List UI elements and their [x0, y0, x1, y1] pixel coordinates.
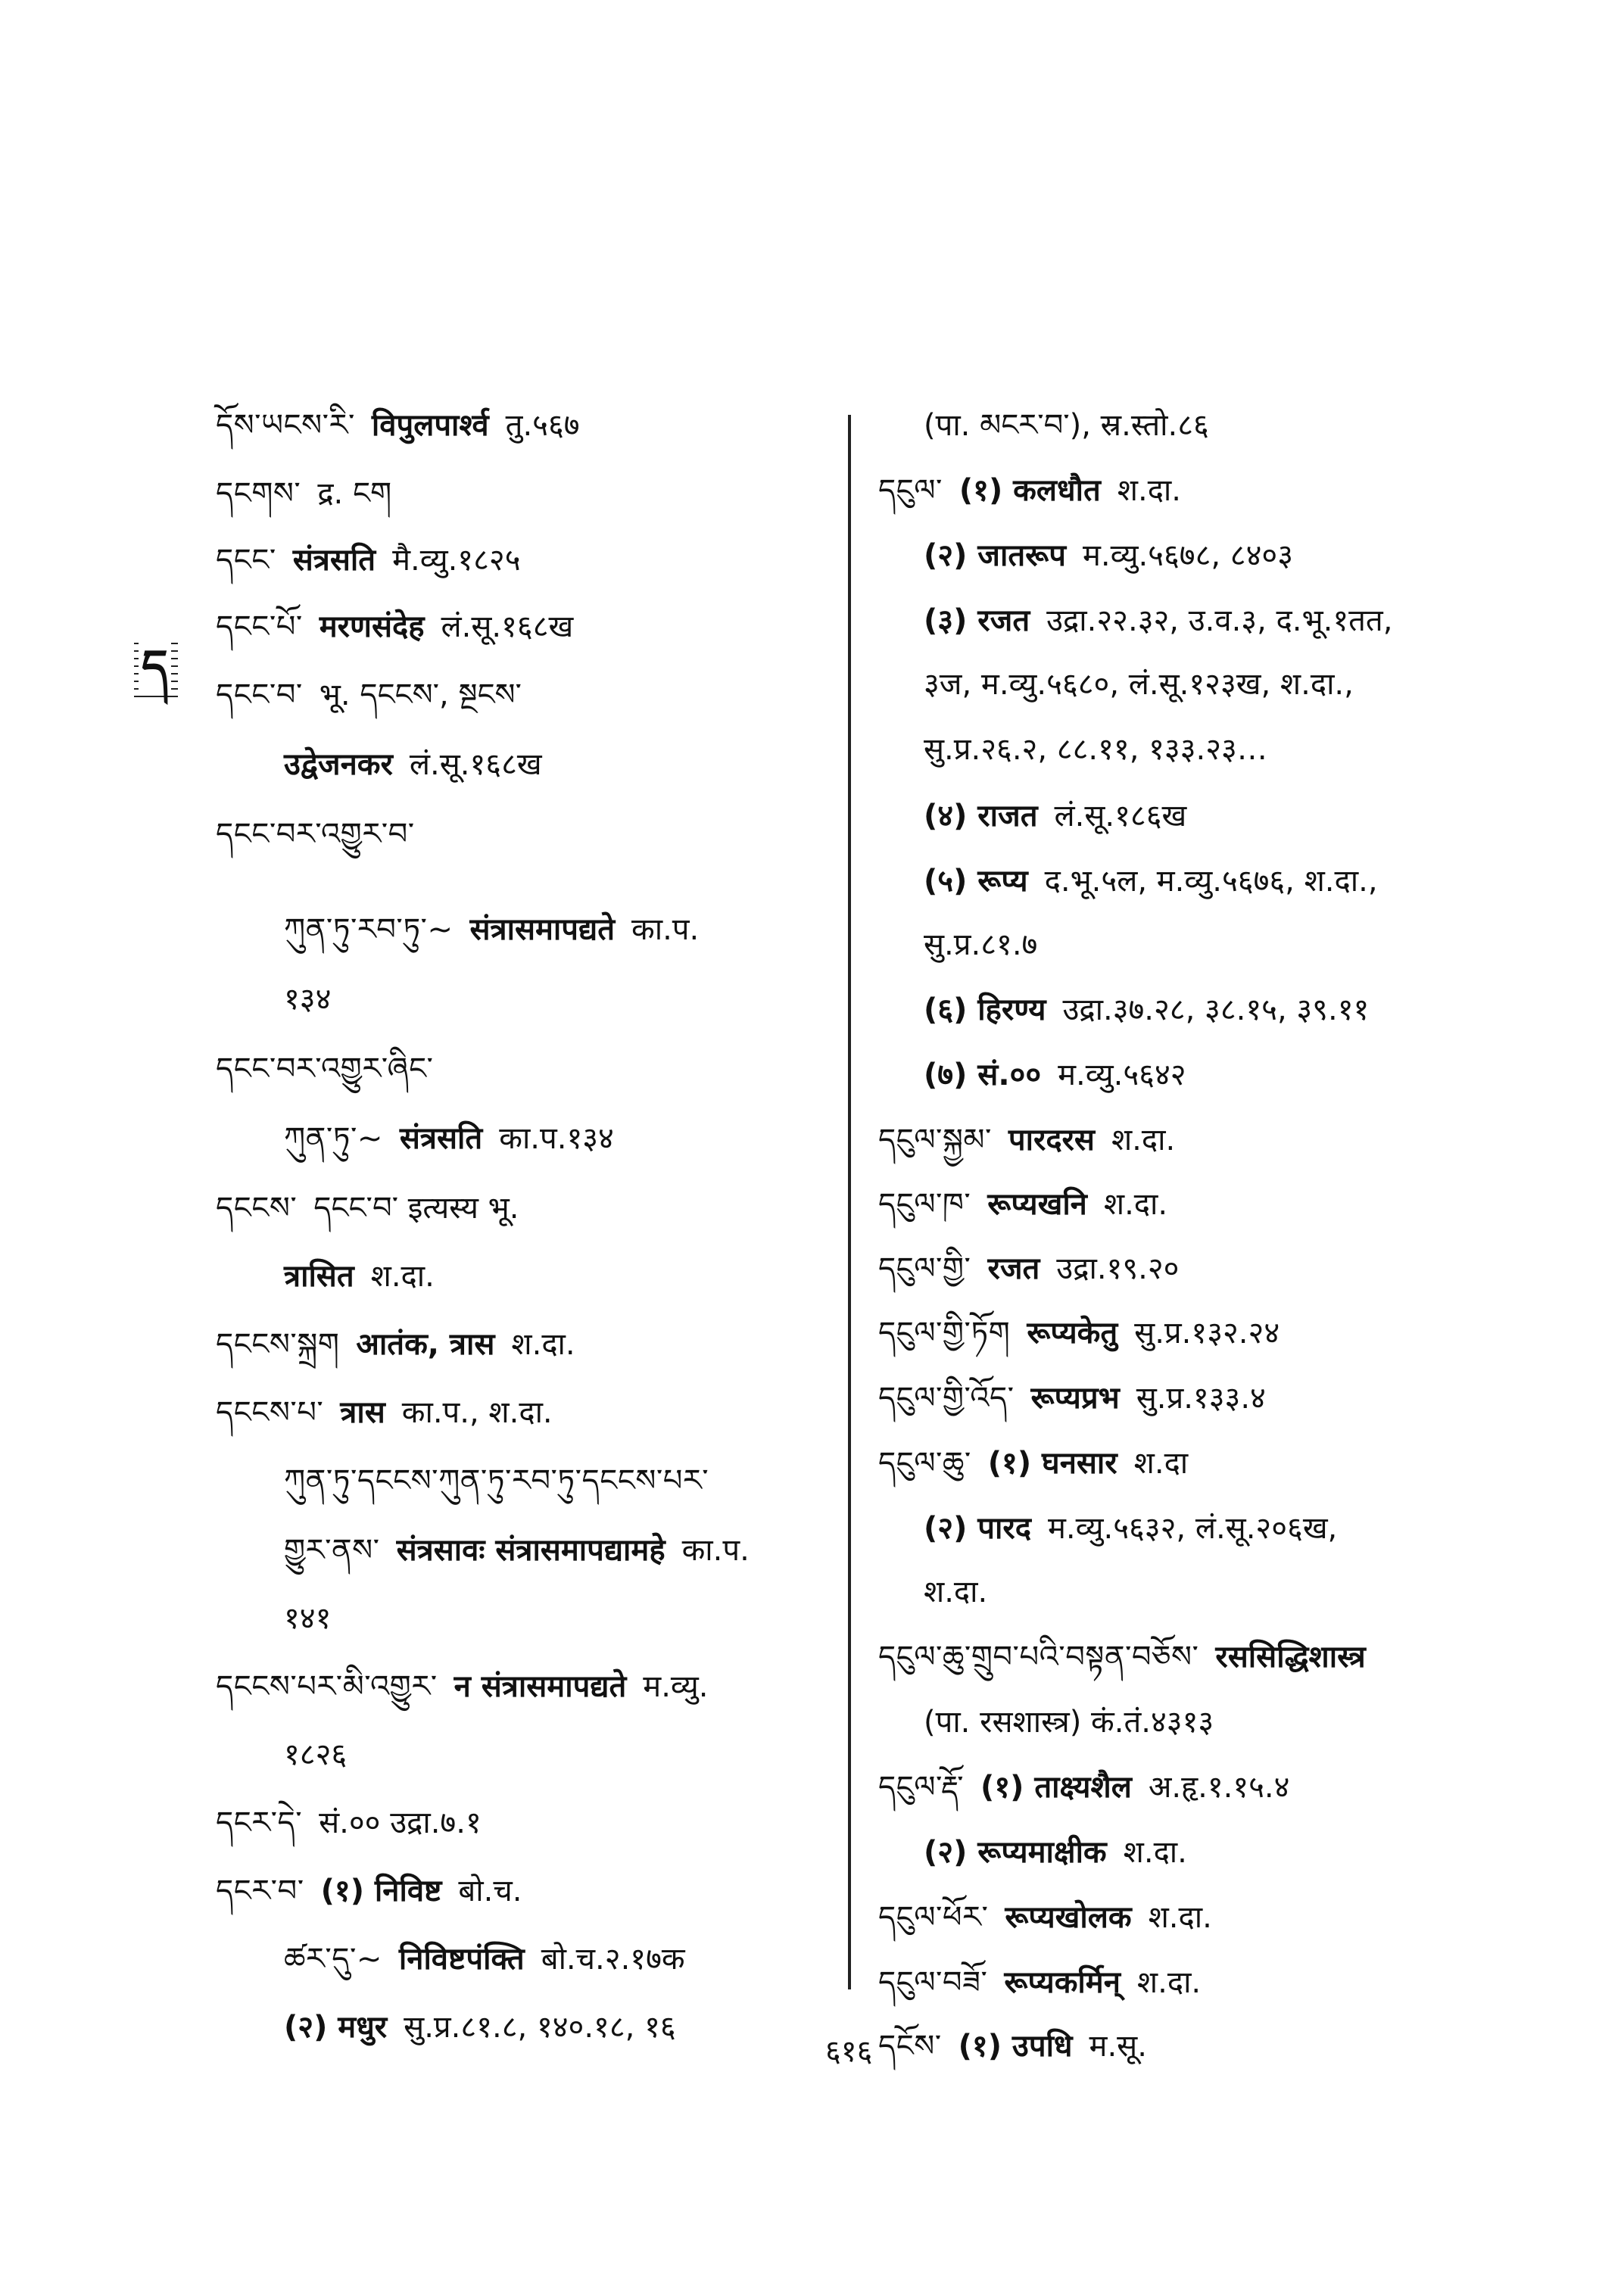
dictionary-entry [878, 1640, 1382, 1674]
entry-gloss: (५) रूप्य [924, 864, 1028, 899]
dictionary-entry [216, 1670, 725, 1703]
entry-reference: द.भू.५ल, म.व्यु.५६७६, श.दा., [1044, 864, 1378, 899]
dictionary-entry [284, 1260, 451, 1293]
entry-headword: དངུལ་རྡོ་ [878, 1770, 965, 1805]
entry-gloss: (६) हिरण्य [924, 992, 1046, 1027]
entry-reference: श.दा. [1111, 1123, 1176, 1157]
dictionary-entry [924, 799, 1203, 833]
dictionary-entry [924, 733, 1284, 766]
dictionary-entry [216, 1874, 538, 1908]
entry-gloss: आतंक, त्रास [356, 1327, 495, 1362]
entry-headword: དངང་བ་ [216, 678, 303, 712]
dictionary-entry [284, 1602, 348, 1635]
entry-gloss: रूप्यप्रभ [1030, 1381, 1120, 1416]
entry-gloss: त्रास [340, 1395, 385, 1430]
entry-reference: १४१ [284, 1601, 332, 1636]
entry-reference: का.प. [631, 912, 700, 947]
dictionary-entry [284, 1534, 766, 1567]
dictionary-entry [924, 668, 1370, 701]
entry-headword: དངང་བར་འགྱུར་བ་ [216, 817, 415, 852]
entry-reference: का.प. [681, 1533, 750, 1568]
entry-headword: དངོས་ [878, 2029, 942, 2064]
entry-reference: अ.हृ.१.१५.४ [1148, 1770, 1290, 1805]
dictionary-entry [924, 1575, 1004, 1609]
entry-headword: ཀུན་ཏུ་~ [284, 1121, 383, 1156]
entry-headword: དངུལ་གྱི་ཏོག [878, 1316, 1011, 1351]
entry-reference: सु.प्र.८१.७ [924, 927, 1038, 962]
entry-gloss: (३) रजत [924, 603, 1030, 638]
entry-headword: དངུལ་ [878, 473, 943, 508]
entry-headword: དངང་བར་འགྱུར་ཞིང་ [216, 1051, 434, 1086]
entry-reference: श.दा. [370, 1259, 435, 1294]
entry-reference: लं.सू.१८६ख [1054, 799, 1187, 833]
entry-headword: དངངས་སྐྲག [216, 1327, 340, 1362]
entry-gloss: (२) मधुर [284, 2010, 388, 2045]
dictionary-entry [216, 409, 597, 442]
entry-gloss: (१) उपधि [958, 2029, 1073, 2064]
entry-reference: श.दा. [1123, 1835, 1187, 1870]
dictionary-entry [216, 1396, 569, 1429]
entry-headword: དངར་བ་ [216, 1874, 304, 1908]
entry-gloss: निविष्टपंक्ति [398, 1942, 525, 1977]
dictionary-entry [284, 748, 559, 781]
entry-headword: ཀུན་ཏུ་རབ་ཏུ་~ [284, 912, 454, 947]
entry-gloss: मरणसंदेह [319, 609, 425, 644]
dictionary-entry [878, 1382, 1283, 1415]
entry-headword: དོས་ཡངས་རི་ [216, 408, 355, 443]
entry-gloss: पारदरस [1008, 1123, 1095, 1157]
entry-gloss: रूप्यकर्मिन् [1004, 1965, 1121, 2000]
entry-gloss: (२) पारद [924, 1511, 1031, 1546]
dictionary-entry [878, 1123, 1192, 1157]
entry-reference: म.व्यु.५६४२ [1058, 1058, 1186, 1092]
entry-reference: लं.सू.१६८ख [441, 609, 574, 644]
entry-gloss: (४) राजत [924, 799, 1038, 833]
dictionary-entry [878, 1447, 1205, 1480]
dictionary-entry [924, 409, 1226, 442]
entry-gloss: संत्रासमापद्यते [469, 912, 615, 947]
entry-reference: सु.प्र.१३३.४ [1136, 1381, 1266, 1416]
entry-reference: का.प.१३४ [499, 1121, 614, 1156]
entry-gloss: न संत्रासमापद्यते [454, 1669, 627, 1704]
entry-reference: उद्रा.२२.३२, उ.व.३, द.भू.१तत, [1046, 603, 1393, 638]
entry-gloss: रजत [987, 1251, 1040, 1286]
dictionary-entry [924, 1058, 1203, 1092]
dictionary-entry [216, 1192, 535, 1225]
entry-gloss: विपुलपार्श्व [371, 408, 489, 443]
dictionary-entry [216, 477, 408, 510]
entry-headword: དངང་པོ་ [216, 609, 303, 644]
entry-gloss: (२) जातरूप [924, 538, 1066, 573]
dictionary-entry [878, 1966, 1217, 1999]
entry-headword: དངུལ་བཟོ་ [878, 1965, 988, 2000]
entry-reference: लं.सू.१६८ख [409, 747, 542, 782]
entry-reference: (पा. མངར་བ་), स्र.स्तो.८६ [924, 408, 1209, 443]
entry-gloss: रूप्यकेतु [1027, 1316, 1118, 1351]
dictionary-entry [924, 604, 1409, 637]
dictionary-entry [924, 539, 1310, 572]
entry-reference: मै.व्यु.१८२५ [392, 543, 521, 578]
entry-headword: དངངས་ [216, 1191, 298, 1226]
entry-reference: श.दा. [1103, 1187, 1168, 1222]
entry-headword: དངང་ [216, 543, 276, 578]
dictionary-entry [878, 1252, 1195, 1285]
dictionary-entry [878, 1188, 1184, 1221]
dictionary-entry [924, 993, 1386, 1027]
dictionary-entry [216, 544, 538, 577]
entry-reference: सं.०० उद्रा.७.१ [319, 1805, 482, 1840]
entry-headword: དངངས་པ་ [216, 1395, 324, 1430]
entry-headword: དངངས་པར་མི་འགྱུར་ [216, 1669, 438, 1704]
dictionary-entry [216, 1328, 592, 1361]
entry-reference: ३ज, म.व्यु.५६८०, लं.सू.१२३ख, श.दा., [924, 667, 1354, 702]
dictionary-entry [924, 1836, 1204, 1869]
dictionary-entry [284, 1464, 725, 1497]
entry-headword: ཀུན་ཏུ་དངངས་ཀུན་ཏུ་རབ་ཏུ་དངངས་པར་ [284, 1463, 709, 1498]
dictionary-entry [284, 1943, 702, 1976]
dictionary-entry [878, 474, 1198, 507]
entry-headword: དངུལ་གྱི་འོད་ [878, 1381, 1015, 1416]
dictionary-entry [924, 928, 1054, 961]
entry-reference: १३४ [284, 982, 332, 1017]
dictionary-entry [216, 1052, 450, 1086]
entry-headword: དངུལ་སྐྱམ་ [878, 1123, 992, 1157]
dictionary-entry [284, 983, 348, 1016]
dictionary-entry [216, 1806, 498, 1840]
section-marker [132, 636, 179, 703]
entry-reference: बो.च. [458, 1874, 522, 1908]
entry-headword: དངུལ་ཕོར་ [878, 1900, 989, 1935]
entry-gloss: (१) ताक्ष्यशैल [980, 1770, 1132, 1805]
entry-reference: श.दा. [1148, 1900, 1212, 1935]
dictionary-entry [878, 1771, 1306, 1804]
column-divider [848, 415, 851, 1989]
section-marker-letter: ད [139, 640, 171, 693]
entry-reference: द्र. ངག [317, 476, 392, 511]
entry-reference: बो.च.२.१७क [541, 1942, 685, 1977]
entry-reference: (पा. रसशास्त्र) कं.तं.४३१३ [924, 1705, 1214, 1740]
dictionary-entry [216, 678, 538, 712]
entry-gloss: रससिद्धिशास्त्र [1215, 1640, 1366, 1675]
entry-reference: उद्रा.१९.२० [1056, 1251, 1180, 1286]
entry-reference: उद्रा.३७.२८, ३८.१५, ३९.११ [1062, 992, 1370, 1027]
entry-reference: १८२६ [284, 1737, 348, 1772]
entry-gloss: संत्रसावः संत्रासमापद्यामहे [396, 1533, 665, 1568]
entry-reference: तु.५६७ [505, 408, 580, 443]
dictionary-entry [284, 1122, 631, 1155]
entry-gloss: (१) कलधौत [959, 473, 1101, 508]
entry-headword: གྱུར་ནས་ [284, 1533, 380, 1568]
entry-gloss: उद्वेजनकर [284, 747, 393, 782]
entry-reference: सु.प्र.१३२.२४ [1134, 1316, 1280, 1351]
page-number: ६१६ [825, 2034, 873, 2069]
entry-reference: सु.प्र.२६.२, ८८.११, १३३.२३… [924, 732, 1267, 767]
entry-reference: सु.प्र.८१.८, १४०.१८, १६ [404, 2010, 676, 2045]
entry-reference: भू. དངངས་, སྔངས་ [319, 678, 522, 712]
entry-headword: དངར་དེ་ [216, 1805, 303, 1840]
entry-gloss: रूप्यखनि [987, 1187, 1087, 1222]
dictionary-entry [924, 865, 1395, 898]
entry-gloss: संत्रसति [292, 543, 376, 578]
dictionary-entry [284, 1738, 363, 1771]
entry-gloss: (२) रूप्यमाक्षीक [924, 1835, 1107, 1870]
entry-gloss: (७) सं.०० [924, 1058, 1042, 1092]
entry-reference: श.दा. [1136, 1965, 1202, 2000]
entry-gloss: (१) निविष्ट [320, 1874, 442, 1908]
entry-reference: का.प., श.दा. [401, 1395, 553, 1430]
dictionary-entry [924, 1706, 1230, 1739]
entry-reference: म.व्यु. [643, 1669, 709, 1704]
entry-reference: म.व्यु.५६३२, लं.सू.२०६ख, [1047, 1511, 1338, 1546]
dictionary-entry [878, 2030, 1164, 2063]
entry-headword: དངུལ་གྱི་ [878, 1251, 971, 1286]
entry-reference: श.दा [1133, 1446, 1189, 1481]
dictionary-entry [284, 2011, 693, 2044]
dictionary-entry [878, 1901, 1229, 1934]
entry-headword: དངུལ་ཆུ་ [878, 1446, 971, 1481]
entry-reference: དངང་བ་ इत्यस्य भू. [313, 1191, 519, 1226]
dictionary-entry [924, 1512, 1354, 1545]
dictionary-entry [284, 913, 715, 946]
dictionary-entry [216, 818, 432, 851]
entry-reference: श.दा. [924, 1575, 988, 1609]
dictionary-entry [878, 1316, 1296, 1350]
entry-headword: དངུལ་ཁ་ [878, 1187, 971, 1222]
entry-headword: དངགས་ [216, 476, 301, 511]
entry-gloss: त्रासित [284, 1259, 354, 1294]
entry-reference: श.दा. [1117, 473, 1182, 508]
dictionary-entry [216, 610, 590, 643]
entry-headword: ཚར་དུ་~ [284, 1942, 382, 1977]
entry-headword: དངུལ་ཆུ་གྲུབ་པའི་བསྟན་བཅོས་ [878, 1640, 1199, 1675]
entry-gloss: (१) घनसार [987, 1446, 1117, 1481]
entry-reference: म.सू. [1089, 2029, 1147, 2064]
entry-gloss: रूप्यखोलक [1005, 1900, 1132, 1935]
entry-gloss: संत्रसति [399, 1121, 483, 1156]
entry-reference: म.व्यु.५६७८, ८४०३ [1082, 538, 1293, 573]
entry-reference: श.दा. [511, 1327, 575, 1362]
